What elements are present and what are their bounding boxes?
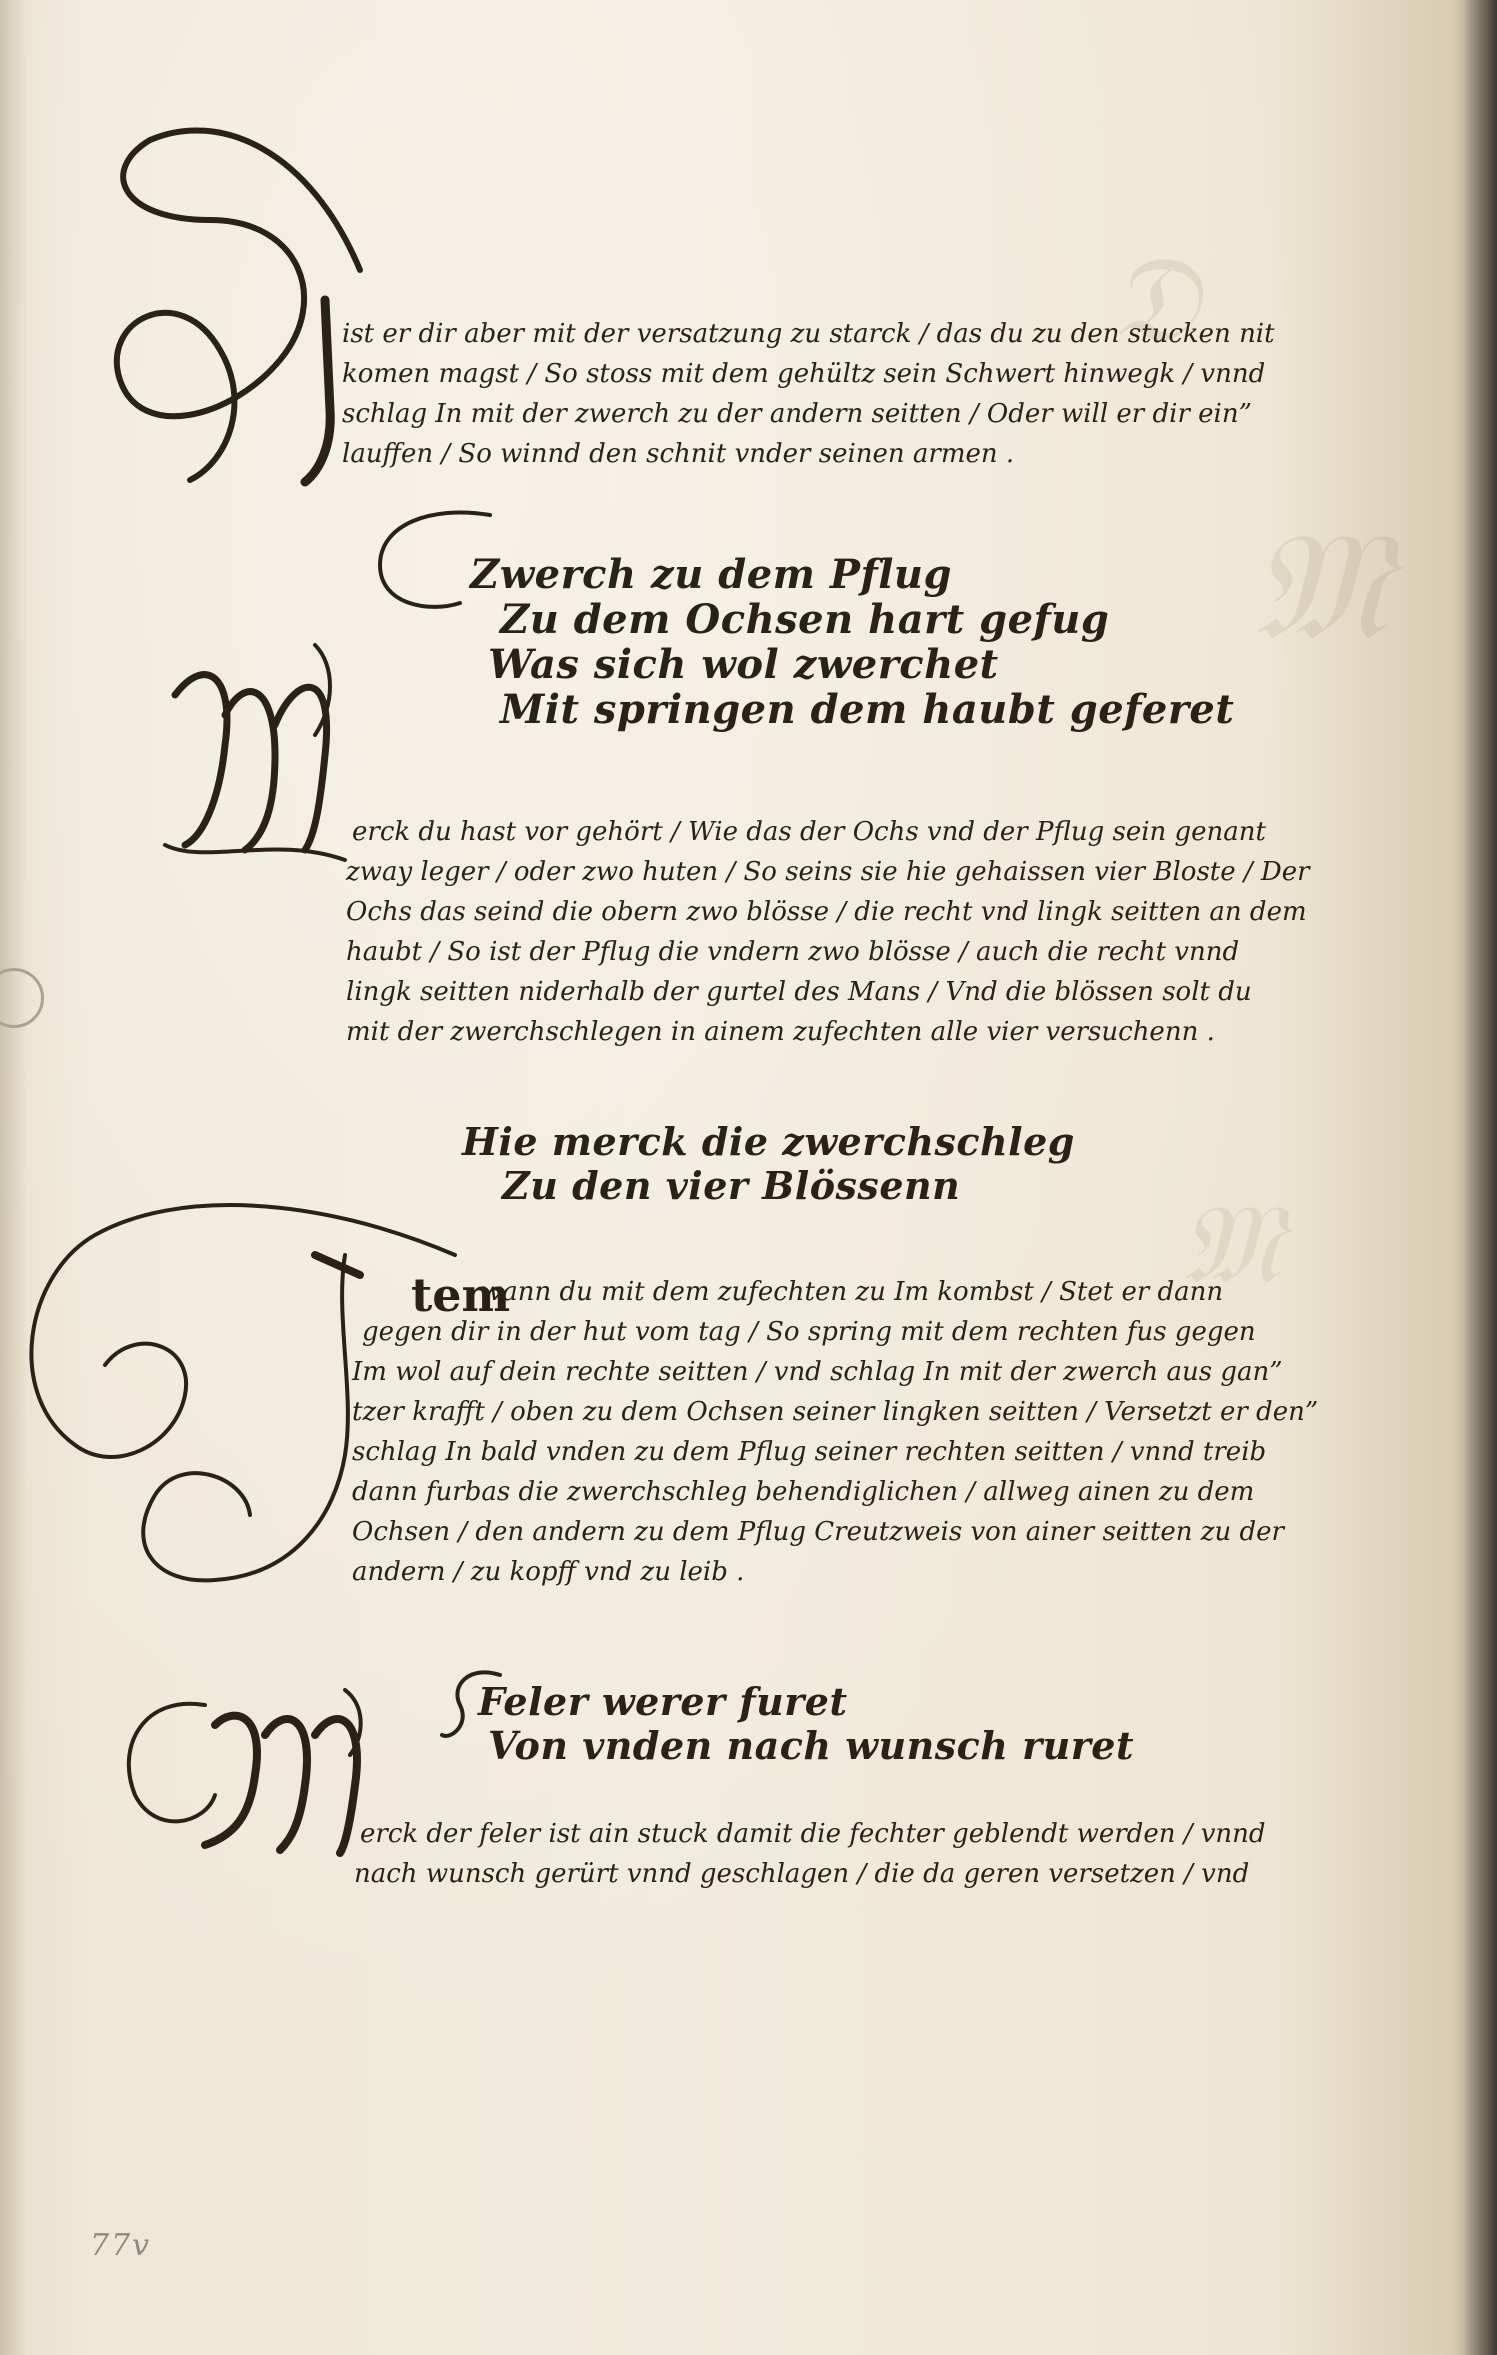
- heading-line: Zu den vier Blössenn: [502, 1163, 961, 1208]
- verse-line: Was sich wol zwerchet: [488, 641, 999, 688]
- verse-line: Von vnden nach wunsch ruret: [488, 1723, 1135, 1768]
- verse-line: Mit springen dem haubt geferet: [500, 686, 1235, 733]
- section-heading: [462, 1120, 1075, 1208]
- text-line: dann furbas die zwerchschleg behendiglichen / allweg ainen zu dem: [352, 1477, 1255, 1507]
- text-line: komen magst / So stoss mit dem gehültz sein Schwert hinwegk / vnnd: [342, 359, 1266, 389]
- folio-number: 77v: [90, 2228, 152, 2263]
- text-line: lingk seitten niderhalb der gurtel des Mans / Vnd die blössen solt du: [346, 977, 1252, 1007]
- paragraph-1: [342, 314, 1275, 474]
- text-line: erck der feler ist ain stuck damit die fechter geblendt werden / vnnd: [360, 1819, 1266, 1849]
- text-line: zway leger / oder zwo huten / So seins sie hie gehaissen vier Bloste / Der: [346, 857, 1310, 887]
- text-line: Im wol auf dein rechte seitten / vnd schlag In mit der zwerch aus gan”: [352, 1357, 1283, 1387]
- verse-1: [470, 552, 1234, 732]
- verse-line: Feler werer furet: [478, 1679, 848, 1724]
- heading-line: Hie merck die zwerchschleg: [462, 1119, 1075, 1164]
- text-line: gegen dir in der hut vom tag / So spring mit dem rechten fus gegen: [362, 1317, 1256, 1347]
- bleed-through-mark: 𝔐: [1250, 500, 1389, 674]
- text-line: wann du mit dem zufechten zu Im kombst / Stet er dann: [480, 1277, 1224, 1307]
- initial-first-word: tem: [411, 1268, 511, 1322]
- text-line: Ochsen / den andern zu dem Pflug Creutzweis von ainer seitten zu der: [352, 1517, 1284, 1547]
- text-line: mit der zwerchschlegen in ainem zufechten alle vier versuchenn .: [346, 1017, 1215, 1047]
- text-line: haubt / So ist der Pflug die vndern zwo blösse / auch die recht vnnd: [346, 937, 1240, 967]
- verse-line: Zwerch zu dem Pflug: [470, 551, 952, 598]
- text-line: ist er dir aber mit der versatzung zu starck / das du zu den stucken nit: [342, 319, 1275, 349]
- text-line: schlag In bald vnden zu dem Pflug seiner rechten seitten / vnnd treib: [352, 1437, 1267, 1467]
- text-line: nach wunsch gerürt vnnd geschlagen / die da geren versetzen / vnd: [354, 1859, 1250, 1889]
- page-edge: [1463, 0, 1497, 2355]
- text-line: Ochs das seind die obern zwo blösse / die recht vnd lingk seitten an dem: [346, 897, 1307, 927]
- text-line: tzer krafft / oben zu dem Ochsen seiner lingken seitten / Versetzt er den”: [352, 1397, 1319, 1427]
- verse-2: [478, 1680, 1134, 1768]
- bleed-through-mark: 𝔇: [1110, 230, 1200, 369]
- text-line: lauffen / So winnd den schnit vnder seinen armen .: [342, 439, 1015, 469]
- text-line: schlag In mit der zwerch zu der andern seitten / Oder will er dir ein”: [342, 399, 1252, 429]
- paragraph-4: [354, 1814, 1266, 1894]
- bleed-through-mark: 𝔐: [1180, 1180, 1282, 1308]
- text-line: erck du hast vor gehört / Wie das der Ochs vnd der Pflug sein genant: [352, 817, 1266, 847]
- text-line: andern / zu kopff vnd zu leib .: [352, 1557, 745, 1587]
- binding-ring: [0, 968, 44, 1028]
- flourished-initial-m: [165, 635, 365, 865]
- paragraph-2: [346, 812, 1310, 1052]
- gutter-shadow: [0, 0, 28, 2355]
- flourished-initial-m: [115, 1685, 375, 1855]
- verse-line: Zu dem Ochsen hart gefug: [500, 596, 1110, 643]
- paragraph-3: [352, 1272, 1318, 1592]
